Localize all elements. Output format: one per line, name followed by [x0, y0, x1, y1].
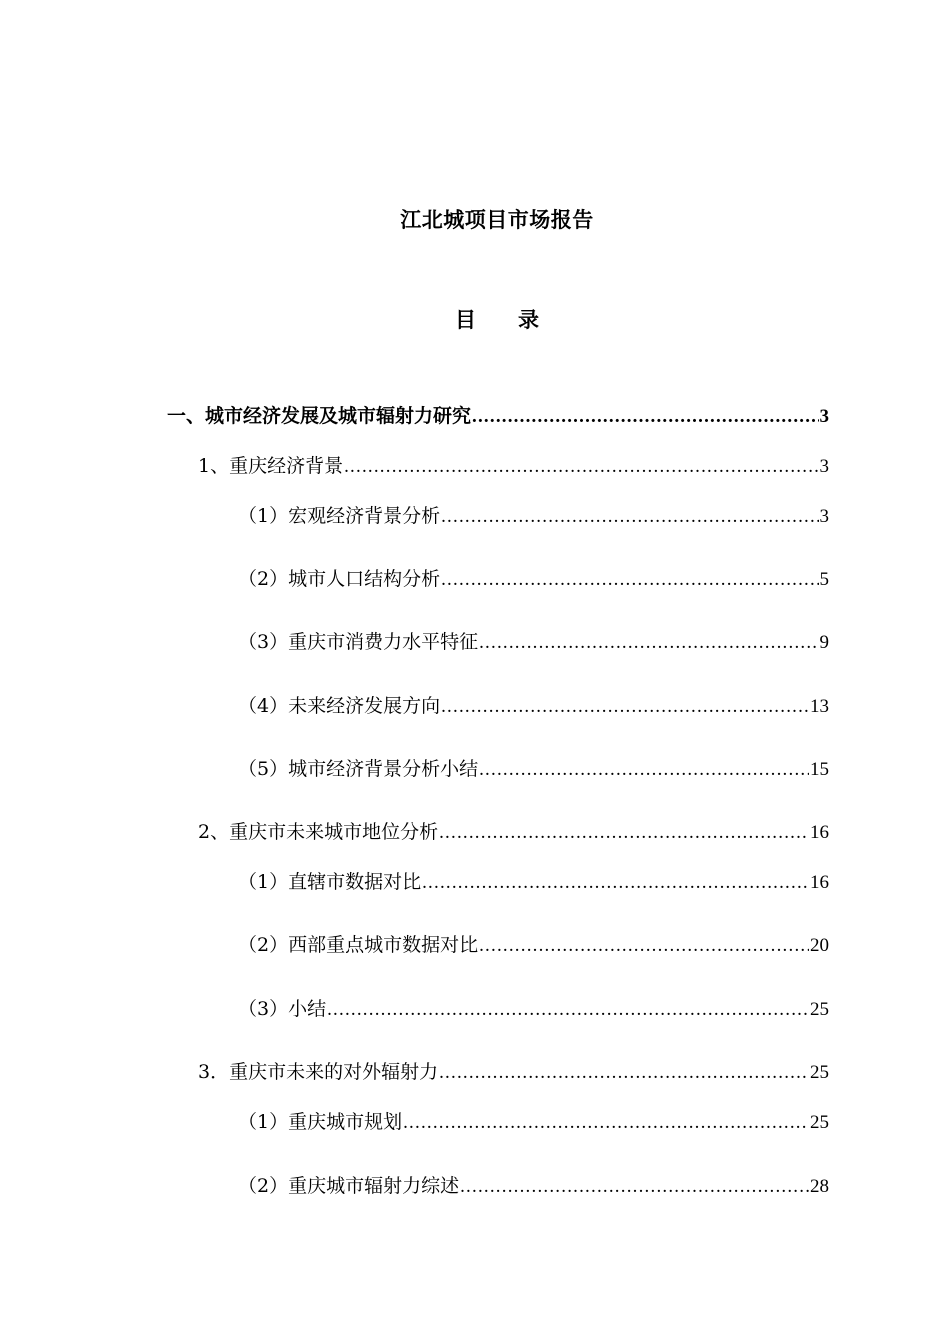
document-title: 江北城项目市场报告	[400, 207, 594, 232]
toc-dot-leader	[327, 997, 809, 1023]
toc-entry-text: （2）西部重点城市数据对比	[238, 934, 479, 956]
toc-entry-1-3[interactable]	[198, 1059, 829, 1086]
toc-dot-leader	[439, 820, 809, 846]
toc-entry-text: （2）城市人口结构分析	[238, 568, 441, 590]
toc-dot-leader	[441, 567, 818, 593]
toc-entry-1-1-5[interactable]	[238, 756, 829, 783]
toc-entry-page: 5	[819, 569, 829, 590]
toc-entry-page: 20	[810, 935, 829, 956]
toc-entry-text: （4）未来经济发展方向	[238, 695, 441, 717]
toc-entry-1-1-3[interactable]	[238, 629, 829, 656]
toc-entry-text: 一、城市经济发展及城市辐射力研究	[167, 405, 472, 427]
toc-entry-1-1-4[interactable]	[238, 693, 829, 720]
toc-entry-1-2-3[interactable]	[238, 996, 829, 1023]
toc-entry-1-2-2[interactable]	[238, 932, 829, 959]
toc-entry-text: 2、重庆市未来城市地位分析	[198, 821, 439, 843]
toc-dot-leader	[441, 504, 818, 530]
toc-dot-leader	[422, 870, 809, 896]
toc-entry-text: （3）重庆市消费力水平特征	[238, 631, 479, 653]
toc-entry-page: 25	[810, 999, 829, 1020]
toc-entry-text: 3．重庆市未来的对外辐射力	[198, 1061, 439, 1083]
toc-entry-1-3-1[interactable]	[238, 1109, 829, 1136]
toc-entry-text: （1）重庆城市规划	[238, 1111, 403, 1133]
toc-dot-leader	[439, 1060, 809, 1086]
toc-dot-leader	[460, 1174, 809, 1200]
toc-entry-text: 1、重庆经济背景	[198, 455, 344, 477]
toc-entry-page: 28	[810, 1176, 829, 1197]
toc-entry-page: 9	[819, 632, 829, 653]
toc-entry-1-1-2[interactable]	[238, 566, 829, 593]
toc-entry-text: （2）重庆城市辐射力综述	[238, 1175, 460, 1197]
toc-entry-page: 3	[819, 406, 829, 427]
toc-entry-1[interactable]	[167, 403, 829, 430]
toc-heading-right: 录	[518, 307, 539, 332]
toc-dot-leader	[479, 933, 809, 959]
toc-entry-1-2-1[interactable]	[238, 869, 829, 896]
toc-entry-1-3-2[interactable]	[238, 1173, 829, 1200]
toc-heading-left: 目	[455, 307, 476, 332]
toc-dot-leader	[344, 454, 818, 480]
toc-entry-page: 13	[810, 696, 829, 717]
toc-dot-leader	[441, 694, 809, 720]
toc-entry-1-2[interactable]	[198, 819, 829, 846]
toc-entry-page: 3	[819, 506, 829, 527]
toc-entry-page: 25	[810, 1112, 829, 1133]
toc-dot-leader	[479, 757, 809, 783]
toc-entry-text: （5）城市经济背景分析小结	[238, 758, 479, 780]
toc-entry-page: 25	[810, 1062, 829, 1083]
toc-dot-leader	[472, 404, 818, 430]
toc-dot-leader	[479, 630, 818, 656]
toc-entry-page: 16	[810, 872, 829, 893]
toc-entry-page: 15	[810, 759, 829, 780]
toc-entry-text: （3）小结	[238, 998, 327, 1020]
toc-entry-text: （1）宏观经济背景分析	[238, 505, 441, 527]
toc-heading	[22, 304, 950, 334]
toc-entry-page: 16	[810, 822, 829, 843]
toc-entry-1-1-1[interactable]	[238, 503, 829, 530]
toc-entry-text: （1）直辖市数据对比	[238, 871, 422, 893]
toc-entry-1-1[interactable]	[198, 453, 829, 480]
toc-dot-leader	[403, 1110, 809, 1136]
toc-entry-page: 3	[819, 456, 829, 477]
